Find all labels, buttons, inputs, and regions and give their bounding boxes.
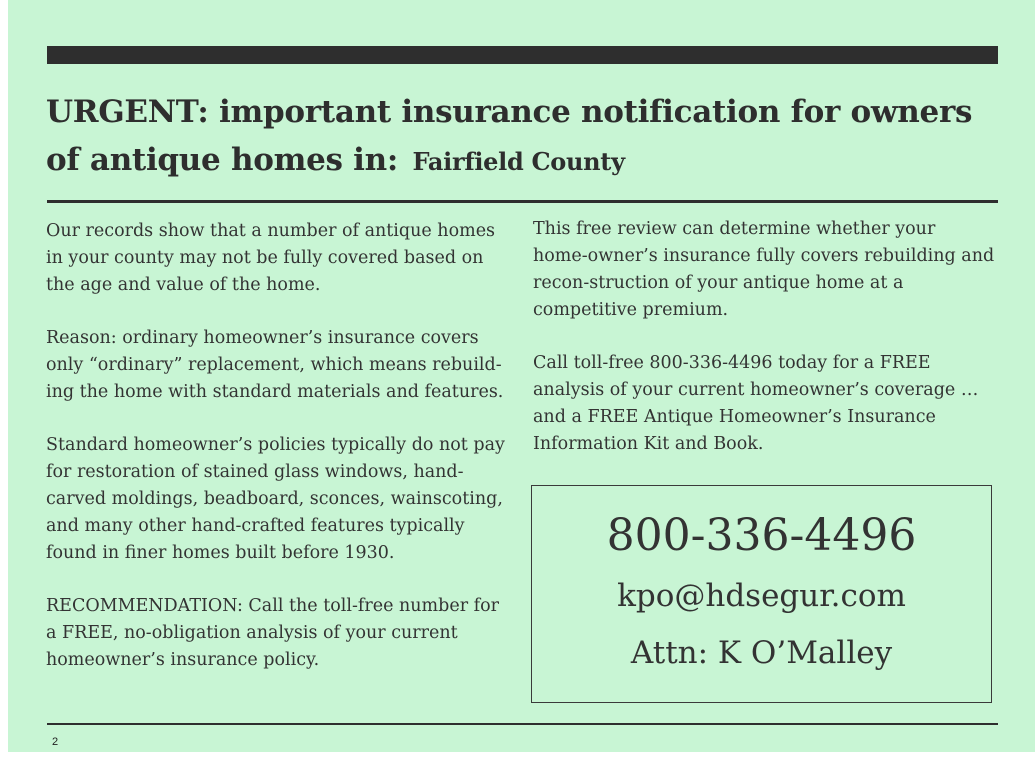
right-column <box>533 216 995 484</box>
headline-main: URGENT: important insurance notification for owners of antique homes in: <box>46 94 973 178</box>
contact-attention: Attn: K O’Malley <box>630 635 893 671</box>
right-paragraph: Call toll-free 800-336-4496 today for a FREE analysis of your current homeowner’s coverage … and a FREE Antique Homeowner’s Insurance Information Kit and Book. <box>533 353 979 454</box>
left-paragraph: Standard homeowner’s policies typically do not pay for restoration of stained glass windows, hand-carved moldings, beadboard, sconces, wainscoting, and many other hand-crafted features typically found in finer homes built before 1930. <box>46 435 505 563</box>
contact-email: kpo@hdsegur.com <box>617 578 906 614</box>
page-number: 2 <box>52 736 59 748</box>
top-decorative-bar <box>47 46 998 64</box>
left-paragraph: Our records show that a number of antique homes in your county may not be fully covered based on the age and value of the home. <box>46 221 496 295</box>
top-divider <box>47 200 998 203</box>
left-paragraph: Reason: ordinary homeowner’s insurance covers only “ordinary” replacement, which means rebuild-ing the home with standard materials and features. <box>46 328 504 402</box>
right-paragraph: This free review can determine whether your home-owner’s insurance fully covers rebuilding and recon-struction of your antique home at a competitive premium. <box>533 219 995 320</box>
left-paragraph: RECOMMENDATION: Call the toll-free number for a FREE, no-obligation analysis of your current homeowner’s insurance policy. <box>46 596 500 670</box>
bottom-divider <box>47 723 998 725</box>
contact-phone: 800-336-4496 <box>606 510 917 561</box>
headline-county: Fairfield County <box>412 147 625 176</box>
headline <box>46 88 996 186</box>
left-column <box>46 218 508 700</box>
contact-box <box>531 485 992 703</box>
